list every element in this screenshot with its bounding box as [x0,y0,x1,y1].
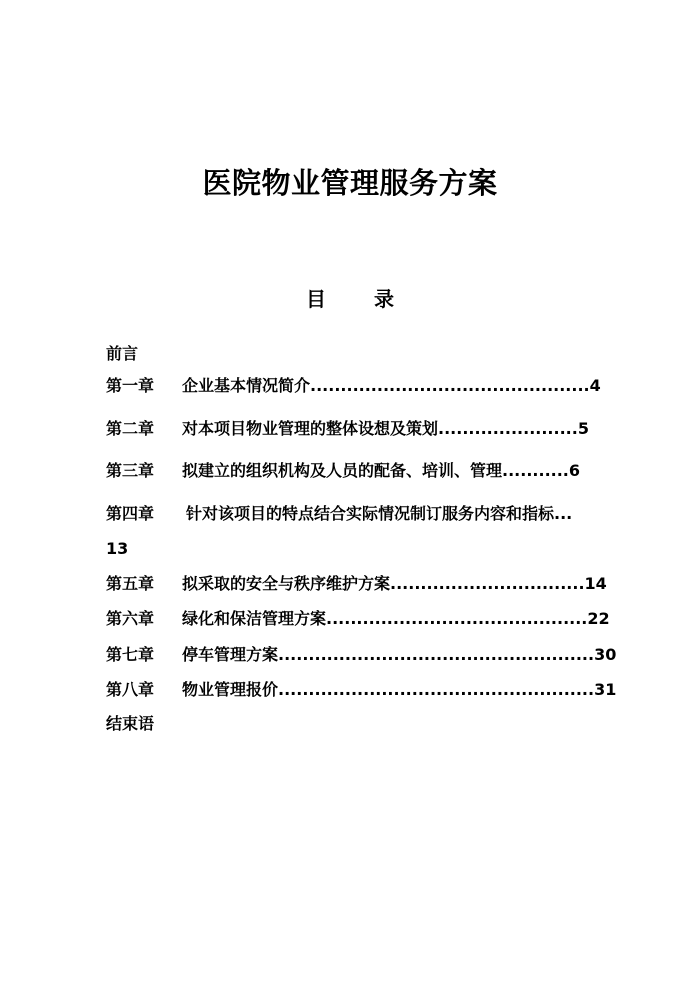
toc-leader-dots: ........................................... [326,609,588,628]
toc-chapter-label: 第七章 [106,645,155,664]
toc-entry-3 [106,460,580,482]
toc-chapter-title: 针对该项目的特点结合实际情况制订服务内容和指标 [186,504,555,523]
toc-page-number: 31 [594,680,617,699]
toc-leader-dots: ................................ [390,574,585,593]
toc-entry-6 [106,608,610,630]
toc-heading-right: 录 [374,287,394,311]
toc-leader-dots: .................................................... [278,645,595,664]
toc-entry-4 [106,503,572,525]
toc-chapter-title: 绿化和保洁管理方案 [182,609,327,628]
toc-entry-5 [106,573,607,595]
toc-heading [0,284,700,314]
toc-preface: 前言 [106,344,139,363]
toc-page-number: 22 [587,609,610,628]
toc-page-number: 5 [577,419,589,438]
toc-heading-left: 目 [306,287,326,311]
toc-chapter-title: 物业管理报价 [182,680,279,699]
toc-page-number: 6 [568,461,581,480]
toc-chapter-label: 第五章 [106,574,155,593]
toc-page-number: 30 [594,645,617,664]
toc-chapter-label: 第二章 [106,419,155,438]
toc-page-number: 14 [584,574,607,593]
toc-chapter-title: 对本项目物业管理的整体设想及策划 [182,419,439,438]
toc-leader-dots: ....................... [438,419,578,438]
toc-entry-8 [106,679,616,701]
toc-leader-dots: ... [554,504,573,523]
toc-chapter-title: 拟采取的安全与秩序维护方案 [182,574,391,593]
toc-chapter-label: 第三章 [106,461,155,480]
toc-chapter-label: 第六章 [106,609,155,628]
toc-entry-1 [106,375,601,397]
toc-entry-4-page: 13 [106,539,129,558]
toc-closing: 结束语 [106,714,155,733]
document-title: 医院物业管理服务方案 [202,166,498,200]
toc-chapter-title: 企业基本情况简介 [182,376,311,395]
toc-chapter-label: 第四章 [106,504,155,523]
toc-leader-dots: .................................................... [278,680,595,699]
toc-chapter-title: 停车管理方案 [182,645,279,664]
toc-entry-2 [106,418,589,440]
toc-chapter-title: 拟建立的组织机构及人员的配备、培训、管理 [182,461,503,480]
toc-leader-dots: ........... [502,461,569,480]
toc-chapter-label: 第八章 [106,680,155,699]
toc-page-number: 4 [589,376,601,395]
toc-leader-dots: .............................................. [310,376,590,395]
toc-chapter-label: 第一章 [106,376,155,395]
toc-entry-7 [106,644,616,666]
